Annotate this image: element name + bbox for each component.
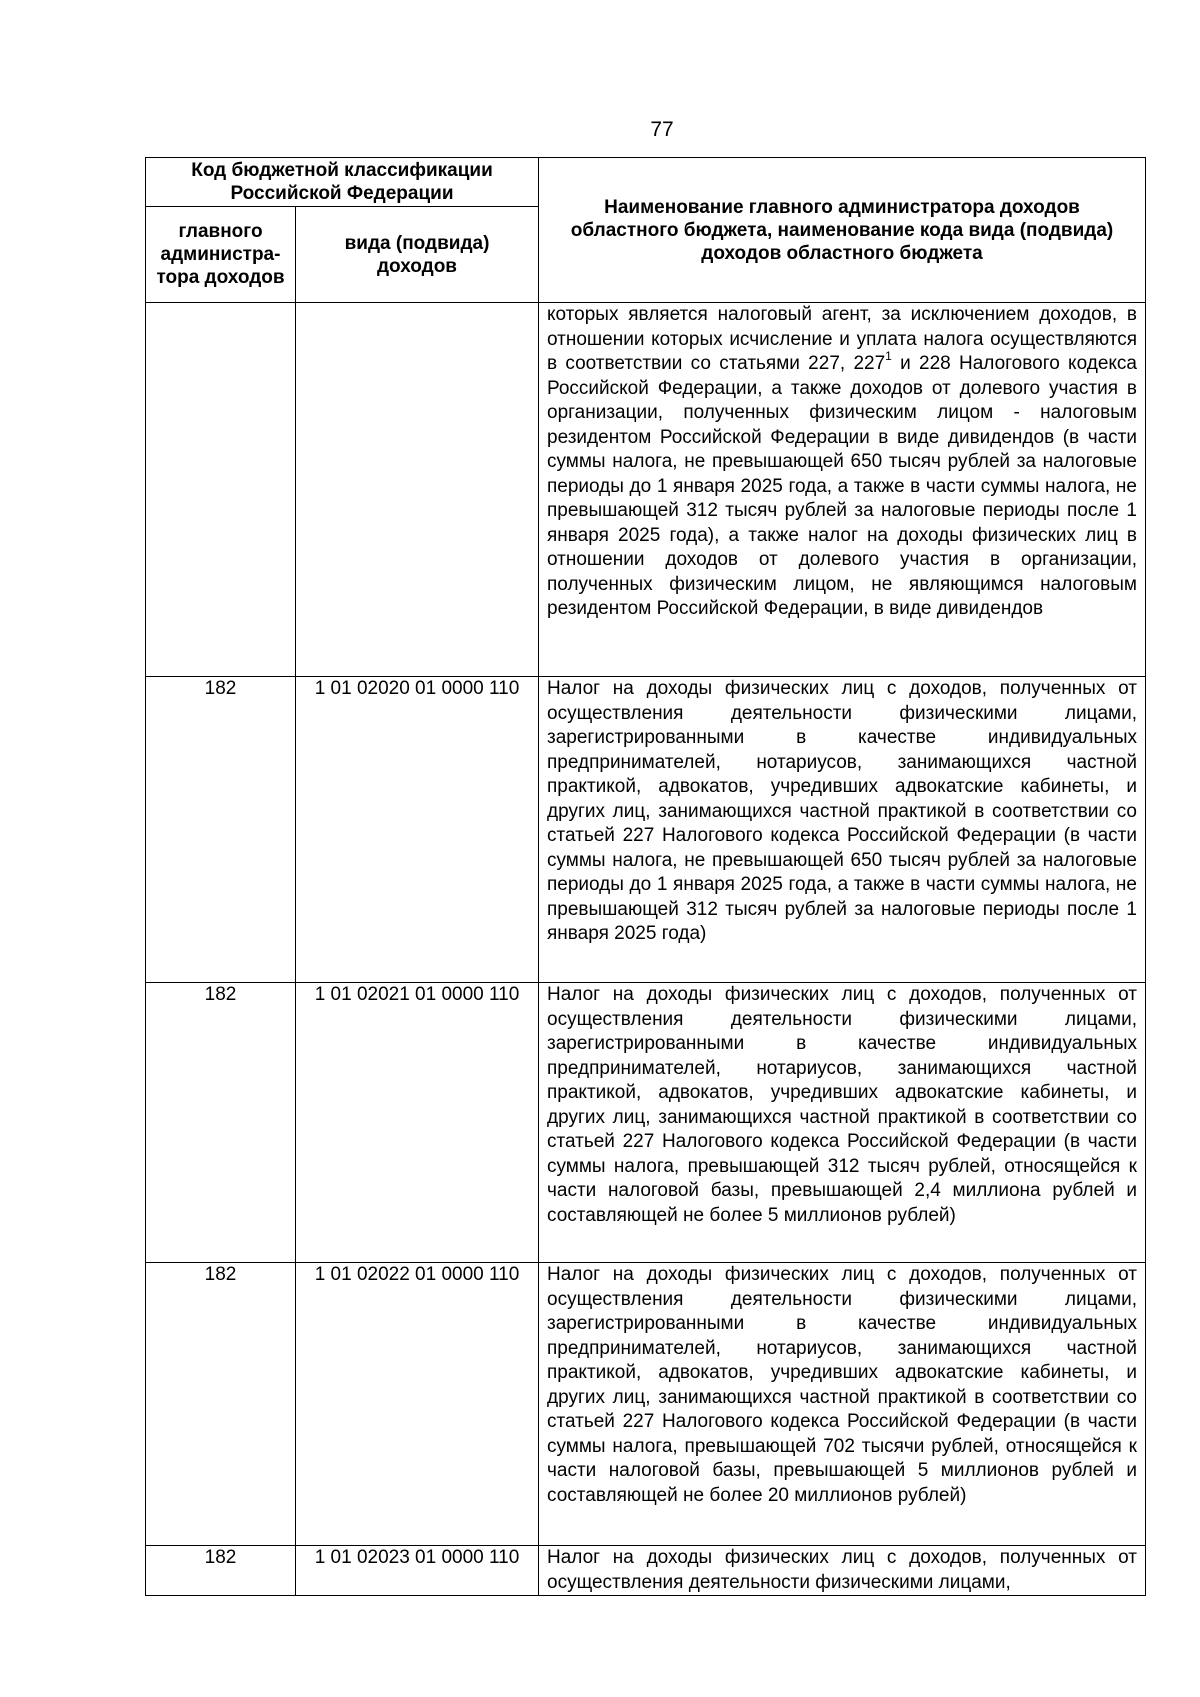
header-col-code: вида (подвида) доходов [296,207,539,303]
budget-classification-table [145,157,1146,1596]
revenue-code-cell [296,303,539,677]
description-cell: Налог на доходы физических лиц с доходов, полученных от осуществления деятельности физическими лицами, зарегистрированными в качестве индивидуальных предпринимателей, нотариусов, занимающихся частной практикой, адвокатов, учредивших адвокатские кабинеты, и других лиц, занимающихся частной практикой в соответствии со статьей 227 Налогового кодекса Российской Федерации (в части суммы налога, не превышающей 650 тысяч рублей за налоговые периоды до 1 января 2025 года, а также в части суммы налога, не превышающей 312 тысяч рублей за налоговые периоды после 1 января 2025 года) [539,677,1146,983]
description-cell: Налог на доходы физических лиц с доходов, полученных от осуществления деятельности физическими лицами, [539,1546,1146,1596]
table-row [146,1546,1146,1596]
admin-code-cell: 182 [146,983,296,1263]
admin-code-cell: 182 [146,1546,296,1596]
admin-code-cell: 182 [146,1263,296,1546]
table-row [146,1263,1146,1546]
admin-code-cell [146,303,296,677]
description-cell [539,303,1146,677]
description-text-continued: и 228 Налогового кодекса Российской Федерации, а также доходов от долевого участия в организации, полученных физическим лицом - налоговым резидентом Российской Федерации в виде дивидендов (в части суммы налога, не превышающей 650 тысяч рублей за налоговые периоды до 1 января 2025 года, а также в части суммы налога, не превышающей 312 тысяч рублей за налоговые периоды после 1 января 2025 года), а также налог на доходы физических лиц в отношении доходов от долевого участия в организации, полученных физическим лицом, не являющимся налоговым резидентом Российской Федерации, в виде дивидендов [547,353,1137,619]
revenue-code-cell: 1 01 02022 01 0000 110 [296,1263,539,1546]
admin-code-cell: 182 [146,677,296,983]
table-row [146,303,1146,677]
description-text: которых является налоговый агент, за исключением доходов, в отношении которых исчисление и уплата налога осуществляются в соответствии со статьями 227, 227 [547,304,1137,374]
revenue-code-cell: 1 01 02023 01 0000 110 [296,1546,539,1596]
header-col-admin: главного администра-тора доходов [146,207,296,303]
description-cell: Налог на доходы физических лиц с доходов, полученных от осуществления деятельности физическими лицами, зарегистрированными в качестве индивидуальных предпринимателей, нотариусов, занимающихся частной практикой, адвокатов, учредивших адвокатские кабинеты, и других лиц, занимающихся частной практикой в соответствии со статьей 227 Налогового кодекса Российской Федерации (в части суммы налога, превышающей 312 тысяч рублей, относящейся к части налоговой базы, превышающей 2,4 миллиона рублей и составляющей не более 5 миллионов рублей) [539,983,1146,1263]
table-row [146,983,1146,1263]
header-col-name: Наименование главного администратора доходов областного бюджета, наименование кода вида (подвида) доходов областного бюджета [539,158,1146,303]
description-cell: Налог на доходы физических лиц с доходов, полученных от осуществления деятельности физическими лицами, зарегистрированными в качестве индивидуальных предпринимателей, нотариусов, занимающихся частной практикой, адвокатов, учредивших адвокатские кабинеты, и других лиц, занимающихся частной практикой в соответствии со статьей 227 Налогового кодекса Российской Федерации (в части суммы налога, превышающей 702 тысячи рублей, относящейся к части налоговой базы, превышающей 5 миллионов рублей и составляющей не более 20 миллионов рублей) [539,1263,1146,1546]
page-number: 77 [650,118,674,141]
table-row [146,677,1146,983]
revenue-code-cell: 1 01 02021 01 0000 110 [296,983,539,1263]
superscript: 1 [885,348,892,363]
header-group-title: Код бюджетной классификации Российской Федерации [146,158,539,207]
revenue-code-cell: 1 01 02020 01 0000 110 [296,677,539,983]
